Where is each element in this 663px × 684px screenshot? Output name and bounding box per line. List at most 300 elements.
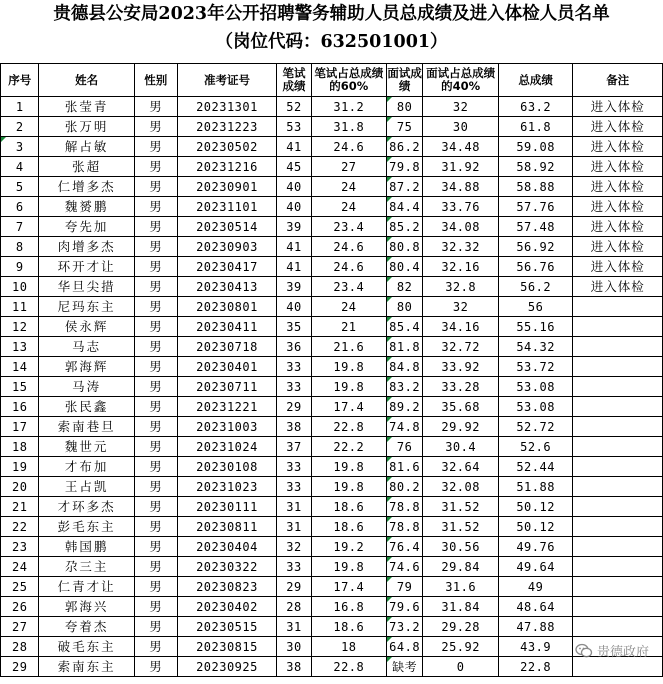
cell-gender: 男 [134,617,177,637]
cell-note: 进入体检 [573,137,663,157]
cell-note [573,397,663,417]
cell-exam-id: 20231216 [177,157,276,177]
cell-name: 郭海辉 [39,357,134,377]
cell-note: 进入体检 [573,117,663,137]
table-row [1,157,663,177]
cell-interview: 80.8 [386,237,423,257]
cell-name: 魏世元 [39,437,134,457]
table-row [1,137,663,157]
cell-name: 才布加 [39,457,134,477]
cell-total: 56.2 [498,277,573,297]
cell-interview: 75 [386,117,423,137]
cell-exam-id: 20231003 [177,417,276,437]
cell-interview: 82 [386,277,423,297]
cell-total: 58.92 [498,157,573,177]
cell-written-pct: 17.4 [311,397,386,417]
cell-interview-pct: 34.48 [423,137,498,157]
cell-written: 31 [277,517,312,537]
cell-written: 33 [277,457,312,477]
table-row [1,657,663,677]
cell-gender: 男 [134,197,177,217]
cell-written-pct: 19.8 [311,477,386,497]
cell-written-pct: 18 [311,637,386,657]
cell-interview-pct: 0 [423,657,498,677]
cell-written: 37 [277,437,312,457]
cell-total: 22.8 [498,657,573,677]
cell-exam-id: 20230515 [177,617,276,637]
cell-written-pct: 19.8 [311,377,386,397]
cell-written-pct: 16.8 [311,597,386,617]
cell-name: 张超 [39,157,134,177]
col-header-total: 总成绩 [498,64,573,97]
cell-total: 56.92 [498,237,573,257]
cell-interview-pct: 31.52 [423,517,498,537]
col-header-exam-id: 准考证号 [177,64,276,97]
cell-interview: 79 [386,577,423,597]
cell-written: 38 [277,417,312,437]
cell-total: 51.88 [498,477,573,497]
cell-name: 魏赟鹏 [39,197,134,217]
cell-interview-pct: 35.68 [423,397,498,417]
cell-interview: 78.8 [386,517,423,537]
cell-total: 54.32 [498,337,573,357]
cell-interview: 84.8 [386,357,423,377]
cell-interview: 84.4 [386,197,423,217]
cell-written-pct: 19.2 [311,537,386,557]
cell-note [573,297,663,317]
cell-written-pct: 27 [311,157,386,177]
cell-exam-id: 20230322 [177,557,276,577]
cell-interview-pct: 25.92 [423,637,498,657]
cell-note: 进入体检 [573,277,663,297]
cell-no: 24 [1,557,39,577]
cell-no: 27 [1,617,39,637]
cell-exam-id: 20230711 [177,377,276,397]
cell-gender: 男 [134,657,177,677]
cell-name: 仁青才让 [39,577,134,597]
cell-gender: 男 [134,477,177,497]
cell-no: 22 [1,517,39,537]
cell-interview-pct: 34.08 [423,217,498,237]
cell-note [573,537,663,557]
cell-written-pct: 24 [311,197,386,217]
cell-note [573,577,663,597]
cell-interview: 76.4 [386,537,423,557]
cell-interview: 89.2 [386,397,423,417]
cell-written-pct: 24.6 [311,257,386,277]
cell-total: 55.16 [498,317,573,337]
cell-written-pct: 22.2 [311,437,386,457]
cell-interview: 80.4 [386,257,423,277]
cell-exam-id: 20230417 [177,257,276,277]
col-header-name: 姓名 [39,64,134,97]
cell-exam-id: 20230411 [177,317,276,337]
cell-gender: 男 [134,457,177,477]
watermark [575,641,649,660]
cell-interview-pct: 33.76 [423,197,498,217]
cell-name: 张万明 [39,117,134,137]
cell-written: 28 [277,597,312,617]
cell-interview-pct: 32.08 [423,477,498,497]
cell-name: 仁增多杰 [39,177,134,197]
cell-interview: 81.8 [386,337,423,357]
col-header-interview-pct: 面试占总成绩的40% [423,64,498,97]
cell-written: 32 [277,537,312,557]
cell-interview: 83.2 [386,377,423,397]
cell-gender: 男 [134,217,177,237]
cell-total: 47.88 [498,617,573,637]
cell-name: 解占敏 [39,137,134,157]
cell-interview-pct: 32 [423,97,498,117]
cell-total: 56 [498,297,573,317]
cell-no: 23 [1,537,39,557]
cell-gender: 男 [134,357,177,377]
cell-note [573,517,663,537]
table-row [1,177,663,197]
col-header-note: 备注 [573,64,663,97]
table-row [1,617,663,637]
cell-written: 33 [277,357,312,377]
cell-no: 25 [1,577,39,597]
cell-exam-id: 20230108 [177,457,276,477]
cell-interview: 81.6 [386,457,423,477]
cell-written-pct: 19.8 [311,357,386,377]
cell-note: 进入体检 [573,177,663,197]
table-row [1,377,663,397]
table-row [1,317,663,337]
cell-gender: 男 [134,317,177,337]
cell-no: 1 [1,97,39,117]
cell-total: 50.12 [498,517,573,537]
cell-written: 53 [277,117,312,137]
col-header-written: 笔试成绩 [277,64,312,97]
cell-gender: 男 [134,137,177,157]
cell-gender: 男 [134,637,177,657]
cell-name: 尕三主 [39,557,134,577]
cell-gender: 男 [134,297,177,317]
cell-total: 52.44 [498,457,573,477]
cell-name: 尼玛东主 [39,297,134,317]
cell-gender: 男 [134,577,177,597]
table-row [1,517,663,537]
cell-written: 35 [277,317,312,337]
cell-total: 43.9 [498,637,573,657]
cell-written-pct: 23.4 [311,217,386,237]
cell-written: 41 [277,257,312,277]
cell-exam-id: 20231221 [177,397,276,417]
cell-written: 31 [277,497,312,517]
cell-written-pct: 24 [311,297,386,317]
cell-name: 索南东主 [39,657,134,677]
cell-total: 57.48 [498,217,573,237]
cell-written-pct: 22.8 [311,657,386,677]
cell-note [573,597,663,617]
cell-no: 14 [1,357,39,377]
table-row [1,597,663,617]
cell-interview: 85.4 [386,317,423,337]
cell-no: 26 [1,597,39,617]
table-row [1,497,663,517]
cell-total: 53.72 [498,357,573,377]
cell-written-pct: 24.6 [311,137,386,157]
cell-gender: 男 [134,157,177,177]
cell-written-pct: 19.8 [311,457,386,477]
cell-note: 进入体检 [573,197,663,217]
cell-written: 41 [277,137,312,157]
cell-interview-pct: 33.92 [423,357,498,377]
cell-note [573,337,663,357]
cell-total: 58.88 [498,177,573,197]
table-row [1,397,663,417]
cell-name: 韩国鹏 [39,537,134,557]
cell-no: 29 [1,657,39,677]
cell-name: 肉增多杰 [39,237,134,257]
cell-gender: 男 [134,237,177,257]
cell-no: 28 [1,637,39,657]
cell-interview-pct: 31.6 [423,577,498,597]
cell-written: 39 [277,217,312,237]
cell-gender: 男 [134,377,177,397]
cell-interview-pct: 32.16 [423,257,498,277]
cell-written: 45 [277,157,312,177]
cell-name: 郭海兴 [39,597,134,617]
cell-exam-id: 20231223 [177,117,276,137]
cell-no: 4 [1,157,39,177]
cell-interview-pct: 31.84 [423,597,498,617]
cell-note [573,417,663,437]
cell-written-pct: 21 [311,317,386,337]
cell-interview: 85.2 [386,217,423,237]
cell-gender: 男 [134,257,177,277]
cell-exam-id: 20230402 [177,597,276,617]
cell-note [573,477,663,497]
cell-total: 50.12 [498,497,573,517]
cell-gender: 男 [134,117,177,137]
col-header-written-pct: 笔试占总成绩的60% [311,64,386,97]
cell-written-pct: 19.8 [311,557,386,577]
cell-written: 41 [277,237,312,257]
cell-note: 进入体检 [573,257,663,277]
cell-total: 53.08 [498,397,573,417]
cell-gender: 男 [134,177,177,197]
cell-no: 7 [1,217,39,237]
cell-written-pct: 31.2 [311,97,386,117]
table-row [1,337,663,357]
cell-interview-pct: 32.72 [423,337,498,357]
cell-total: 59.08 [498,137,573,157]
cell-note: 进入体检 [573,157,663,177]
cell-no: 11 [1,297,39,317]
table-row [1,297,663,317]
cell-written: 33 [277,377,312,397]
header-row [1,64,663,97]
cell-name: 彭毛东主 [39,517,134,537]
cell-no: 13 [1,337,39,357]
cell-gender: 男 [134,557,177,577]
cell-written-pct: 18.6 [311,517,386,537]
cell-exam-id: 20230801 [177,297,276,317]
results-table [0,63,663,677]
cell-written: 31 [277,617,312,637]
cell-exam-id: 20231024 [177,437,276,457]
cell-gender: 男 [134,437,177,457]
cell-interview-pct: 33.28 [423,377,498,397]
cell-gender: 男 [134,397,177,417]
cell-written: 40 [277,297,312,317]
cell-exam-id: 20230903 [177,237,276,257]
cell-gender: 男 [134,517,177,537]
cell-total: 57.76 [498,197,573,217]
cell-no: 6 [1,197,39,217]
cell-exam-id: 20230502 [177,137,276,157]
cell-no: 20 [1,477,39,497]
cell-name: 马志 [39,337,134,357]
cell-gender: 男 [134,537,177,557]
table-row [1,417,663,437]
cell-name: 环开才让 [39,257,134,277]
cell-no: 5 [1,177,39,197]
cell-exam-id: 20230111 [177,497,276,517]
table-row [1,237,663,257]
table-row [1,217,663,237]
cell-exam-id: 20230514 [177,217,276,237]
cell-note [573,557,663,577]
cell-total: 52.6 [498,437,573,457]
table-row [1,97,663,117]
cell-written-pct: 18.6 [311,497,386,517]
table-row [1,197,663,217]
cell-written: 40 [277,177,312,197]
cell-no: 16 [1,397,39,417]
cell-note [573,617,663,637]
cell-name: 王占凯 [39,477,134,497]
cell-name: 夸着杰 [39,617,134,637]
cell-note [573,377,663,397]
cell-name: 华旦尖措 [39,277,134,297]
cell-interview-pct: 29.84 [423,557,498,577]
cell-no: 21 [1,497,39,517]
cell-interview-pct: 32.64 [423,457,498,477]
cell-interview-pct: 34.88 [423,177,498,197]
watermark-text: 贵德政府 [596,645,649,660]
cell-name: 才环多杰 [39,497,134,517]
cell-name: 索南巷旦 [39,417,134,437]
cell-interview-pct: 30 [423,117,498,137]
cell-total: 49.76 [498,537,573,557]
cell-note [573,357,663,377]
cell-note [573,457,663,477]
cell-gender: 男 [134,417,177,437]
cell-note: 进入体检 [573,97,663,117]
cell-interview: 76 [386,437,423,457]
table-row [1,577,663,597]
cell-total: 56.76 [498,257,573,277]
cell-interview: 74.8 [386,417,423,437]
cell-no: 19 [1,457,39,477]
cell-no: 9 [1,257,39,277]
cell-exam-id: 20230401 [177,357,276,377]
cell-written: 33 [277,557,312,577]
col-header-no: 序号 [1,64,39,97]
cell-interview-pct: 31.92 [423,157,498,177]
table-row [1,557,663,577]
cell-gender: 男 [134,337,177,357]
col-header-interview: 面试成绩 [386,64,423,97]
cell-written: 39 [277,277,312,297]
cell-no: 15 [1,377,39,397]
cell-note: 进入体检 [573,217,663,237]
cell-total: 48.64 [498,597,573,617]
cell-exam-id: 20230413 [177,277,276,297]
cell-gender: 男 [134,597,177,617]
cell-name: 破毛东主 [39,637,134,657]
cell-exam-id: 20230925 [177,657,276,677]
cell-interview-pct: 29.92 [423,417,498,437]
cell-total: 61.8 [498,117,573,137]
cell-gender: 男 [134,497,177,517]
cell-interview: 80.2 [386,477,423,497]
cell-interview-pct: 30.56 [423,537,498,557]
position-code: （岗位代码：632501001） [215,32,448,52]
cell-gender: 男 [134,97,177,117]
cell-interview-pct: 34.16 [423,317,498,337]
cell-no: 12 [1,317,39,337]
cell-name: 张民鑫 [39,397,134,417]
cell-interview-pct: 32.8 [423,277,498,297]
cell-interview: 80 [386,297,423,317]
cell-interview: 64.8 [386,637,423,657]
col-header-gender: 性别 [134,64,177,97]
cell-no: 3 [1,137,39,157]
table-row [1,437,663,457]
cell-interview-pct: 29.28 [423,617,498,637]
cell-total: 63.2 [498,97,573,117]
cell-exam-id: 20230811 [177,517,276,537]
cell-no: 18 [1,437,39,457]
cell-note [573,497,663,517]
cell-written: 36 [277,337,312,357]
cell-total: 49 [498,577,573,597]
cell-interview-pct: 32.32 [423,237,498,257]
cell-note [573,317,663,337]
cell-written: 52 [277,97,312,117]
cell-no: 8 [1,237,39,257]
table-row [1,637,663,657]
cell-interview: 73.2 [386,617,423,637]
cell-interview: 79.8 [386,157,423,177]
cell-written-pct: 22.8 [311,417,386,437]
cell-gender: 男 [134,277,177,297]
cell-exam-id: 20230404 [177,537,276,557]
table-row [1,457,663,477]
cell-total: 49.64 [498,557,573,577]
cell-written-pct: 31.8 [311,117,386,137]
cell-written: 29 [277,397,312,417]
cell-written: 30 [277,637,312,657]
table-row [1,477,663,497]
cell-name: 夸先加 [39,217,134,237]
cell-interview: 87.2 [386,177,423,197]
cell-written: 29 [277,577,312,597]
cell-interview: 79.6 [386,597,423,617]
cell-interview: 86.2 [386,137,423,157]
table-row [1,277,663,297]
cell-no: 10 [1,277,39,297]
cell-written-pct: 24 [311,177,386,197]
cell-exam-id: 20230815 [177,637,276,657]
cell-note: 进入体检 [573,237,663,257]
cell-total: 52.72 [498,417,573,437]
